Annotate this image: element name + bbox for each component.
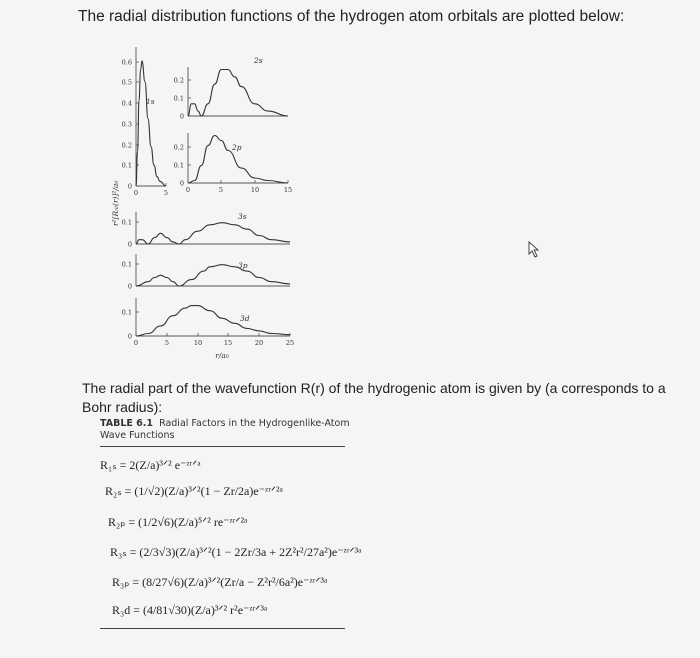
panel-3p: [122, 254, 290, 291]
y-tick-label: 0: [179, 112, 184, 121]
y-tick-label: 0.1: [173, 94, 184, 103]
x-axis-label: r/a₀: [215, 351, 229, 360]
equation-r-3s: R₃ₛ = (2/3√3)(Z/a)³ᐟ²(1 − 2Zr/3a + 2Z²r²/27a²)e⁻ᶻʳᐟ³ᵃ: [110, 545, 362, 559]
panel-3s: [122, 212, 290, 249]
y-tick-label: 0: [127, 240, 132, 249]
x-tick-label: 0: [185, 186, 191, 194]
y-tick-label: 0.3: [121, 120, 132, 129]
panel-label: 2s: [254, 56, 263, 65]
y-tick-label: 0.1: [121, 161, 132, 170]
table-bottom-rule: [100, 628, 345, 629]
heading: The radial distribution functions of the hydrogen atom orbitals are plotted below:: [78, 8, 625, 25]
x-tick-label: 25: [285, 339, 295, 347]
panel-2p: [174, 133, 292, 194]
description-line-2: Bohr radius):: [82, 399, 163, 415]
panel-2s: [174, 56, 288, 121]
x-tick-label: 15: [223, 339, 233, 347]
cursor-icon: [529, 242, 538, 257]
x-tick-label: 0: [133, 339, 139, 347]
y-tick-label: 0.2: [173, 143, 184, 152]
y-tick-label: 0.2: [173, 76, 184, 85]
y-tick-label: 0.1: [121, 218, 132, 227]
equation-r-2s: R₂ₛ = (1/√2)(Z/a)³ᐟ²(1 − Zr/2a)e⁻ᶻʳᐟ²ᵃ: [105, 484, 283, 498]
x-tick-label: 5: [218, 186, 224, 194]
table-top-rule: [100, 446, 345, 447]
y-tick-label: 0.5: [121, 78, 132, 87]
equation-r-1s: R₁ₛ = 2(Z/a)³ᐟ² e⁻ᶻʳᐟᵃ: [100, 458, 201, 472]
equation-r-2p: R₂ₚ = (1/2√6)(Z/a)⁵ᐟ² re⁻ᶻʳᐟ²ᵃ: [108, 515, 248, 529]
table-number: TABLE 6.1: [100, 418, 154, 429]
y-tick-label: 0.6: [121, 58, 132, 67]
y-tick-label: 0: [127, 332, 132, 341]
table-caption: [100, 418, 350, 429]
y-tick-label: 0.2: [121, 141, 132, 150]
x-tick-label: 10: [250, 186, 260, 194]
y-tick-label: 0.4: [121, 99, 132, 108]
y-tick-label: 0: [127, 182, 132, 191]
x-tick-label: 5: [163, 189, 169, 197]
panel-1s: [122, 47, 168, 197]
panel-label: 3p: [238, 261, 248, 270]
panel-label: 1s: [146, 97, 155, 106]
equation-r-3p: R₃ₚ = (8/27√6)(Z/a)³ᐟ²(Zr/a − Z²r²/6a²)e⁻ᶻʳᐟ³ᵃ: [112, 575, 328, 589]
y-tick-label: 0: [127, 282, 132, 291]
curve-3p: [136, 265, 290, 286]
panel-label: 2p: [232, 143, 242, 152]
panel-3d: [122, 298, 294, 347]
x-tick-label: 0: [133, 189, 139, 197]
y-axis-label: r²[Rₙₗ(r)]²/a₀: [111, 180, 120, 226]
y-tick-label: 0.1: [121, 308, 132, 317]
y-tick-label: 0: [179, 179, 184, 188]
x-tick-label: 10: [193, 339, 203, 347]
x-tick-label: 5: [164, 339, 170, 347]
table-title: Radial Factors in the Hydrogenlike-Atom: [159, 418, 350, 429]
table-subtitle: Wave Functions: [100, 430, 175, 441]
description-line-1: The radial part of the wavefunction R(r) of the hydrogenic atom is given by (a corresponds to a: [82, 380, 666, 396]
curve-3s: [136, 223, 290, 244]
curve-2s: [188, 70, 288, 117]
y-tick-label: 0.1: [121, 260, 132, 269]
x-tick-label: 15: [283, 186, 293, 194]
y-tick-label: 0.1: [173, 161, 184, 170]
curve-3d: [136, 306, 290, 336]
panel-label: 3d: [240, 314, 250, 323]
equation-r-3d: R₃d = (4/81√30)(Z/a)³ᐟ² r²e⁻ᶻʳᐟ³ᵃ: [112, 603, 268, 617]
curve-1s: [136, 61, 166, 186]
x-tick-label: 20: [254, 339, 264, 347]
panel-label: 3s: [238, 212, 247, 221]
